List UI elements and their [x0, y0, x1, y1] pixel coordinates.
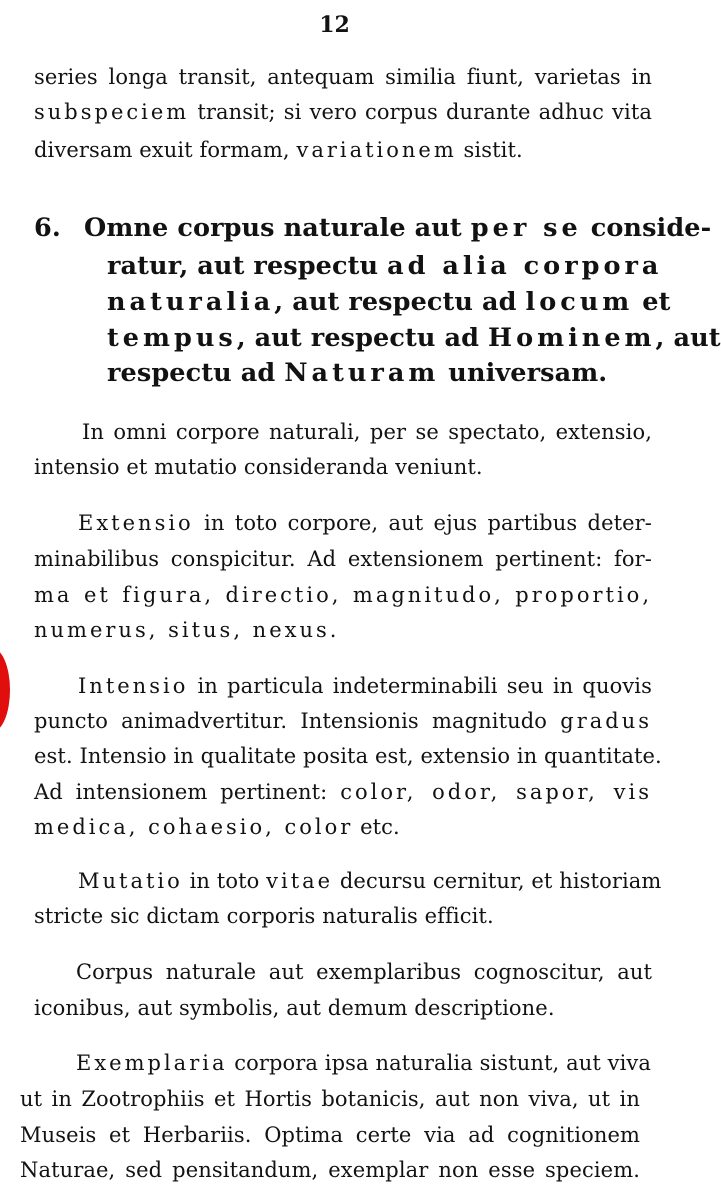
- text-line: Naturae, sed pensitandum, exemplar non esse speciem.: [20, 1158, 640, 1182]
- text-line: minabilibus conspicitur. Ad extensionem pertinent: for-: [34, 547, 652, 571]
- text-line: intensio et mutatio consideranda veniunt.: [34, 455, 483, 479]
- text-line: Intensio in particula indeterminabili seu in quovis: [78, 674, 652, 698]
- text-line: Museis et Herbariis. Optima certe via ad cognitionem: [20, 1123, 640, 1147]
- text-line: tempus, aut respectu ad Hominem, aut: [107, 323, 721, 353]
- text-line: numerus, situs, nexus.: [34, 618, 340, 642]
- text-line: In omni corpore naturali, per se spectato, extensio,: [82, 420, 652, 444]
- text-line: ut in Zootrophiis et Hortis botanicis, aut non viva, ut in: [20, 1087, 640, 1111]
- text-line: stricte sic dictam corporis naturalis efficit.: [34, 904, 494, 928]
- text-line: Corpus naturale aut exemplaribus cognoscitur, aut: [76, 960, 652, 984]
- text-line: Omne corpus naturale aut per se conside-: [84, 213, 712, 243]
- page-number: 12: [319, 12, 350, 38]
- text-line: Extensio in toto corpore, aut ejus partibus deter-: [78, 511, 652, 535]
- section-number: 6.: [34, 213, 61, 243]
- text-line: ratur, aut respectu ad alia corpora: [107, 251, 663, 281]
- text-line: series longa transit, antequam similia fiunt, varietas in: [34, 65, 652, 89]
- text-line: iconibus, aut symbolis, aut demum descriptione.: [34, 996, 555, 1020]
- red-mark-decoration: [0, 648, 10, 732]
- text-line: respectu ad Naturam universam.: [107, 358, 608, 388]
- text-line: Exemplaria corpora ipsa naturalia sistunt, aut viva: [76, 1051, 652, 1075]
- text-line: Mutatio in toto vitae decursu cernitur, et historiam: [78, 869, 662, 893]
- text-line: puncto animadvertitur. Intensionis magnitudo gradus: [34, 709, 652, 733]
- text-line: diversam exuit formam, variationem sistit.: [34, 138, 523, 162]
- text-line: ma et figura, directio, magnitudo, proportio,: [34, 583, 652, 607]
- text-line: naturalia, aut respectu ad locum et: [107, 287, 671, 317]
- text-line: Ad intensionem pertinent: color, odor, sapor, vis: [34, 780, 652, 804]
- text-line: est. Intensio in qualitate posita est, extensio in quantitate.: [34, 744, 662, 768]
- text-line: medica, cohaesio, color etc.: [34, 815, 400, 839]
- text-line: subspeciem transit; si vero corpus durante adhuc vita: [34, 100, 652, 124]
